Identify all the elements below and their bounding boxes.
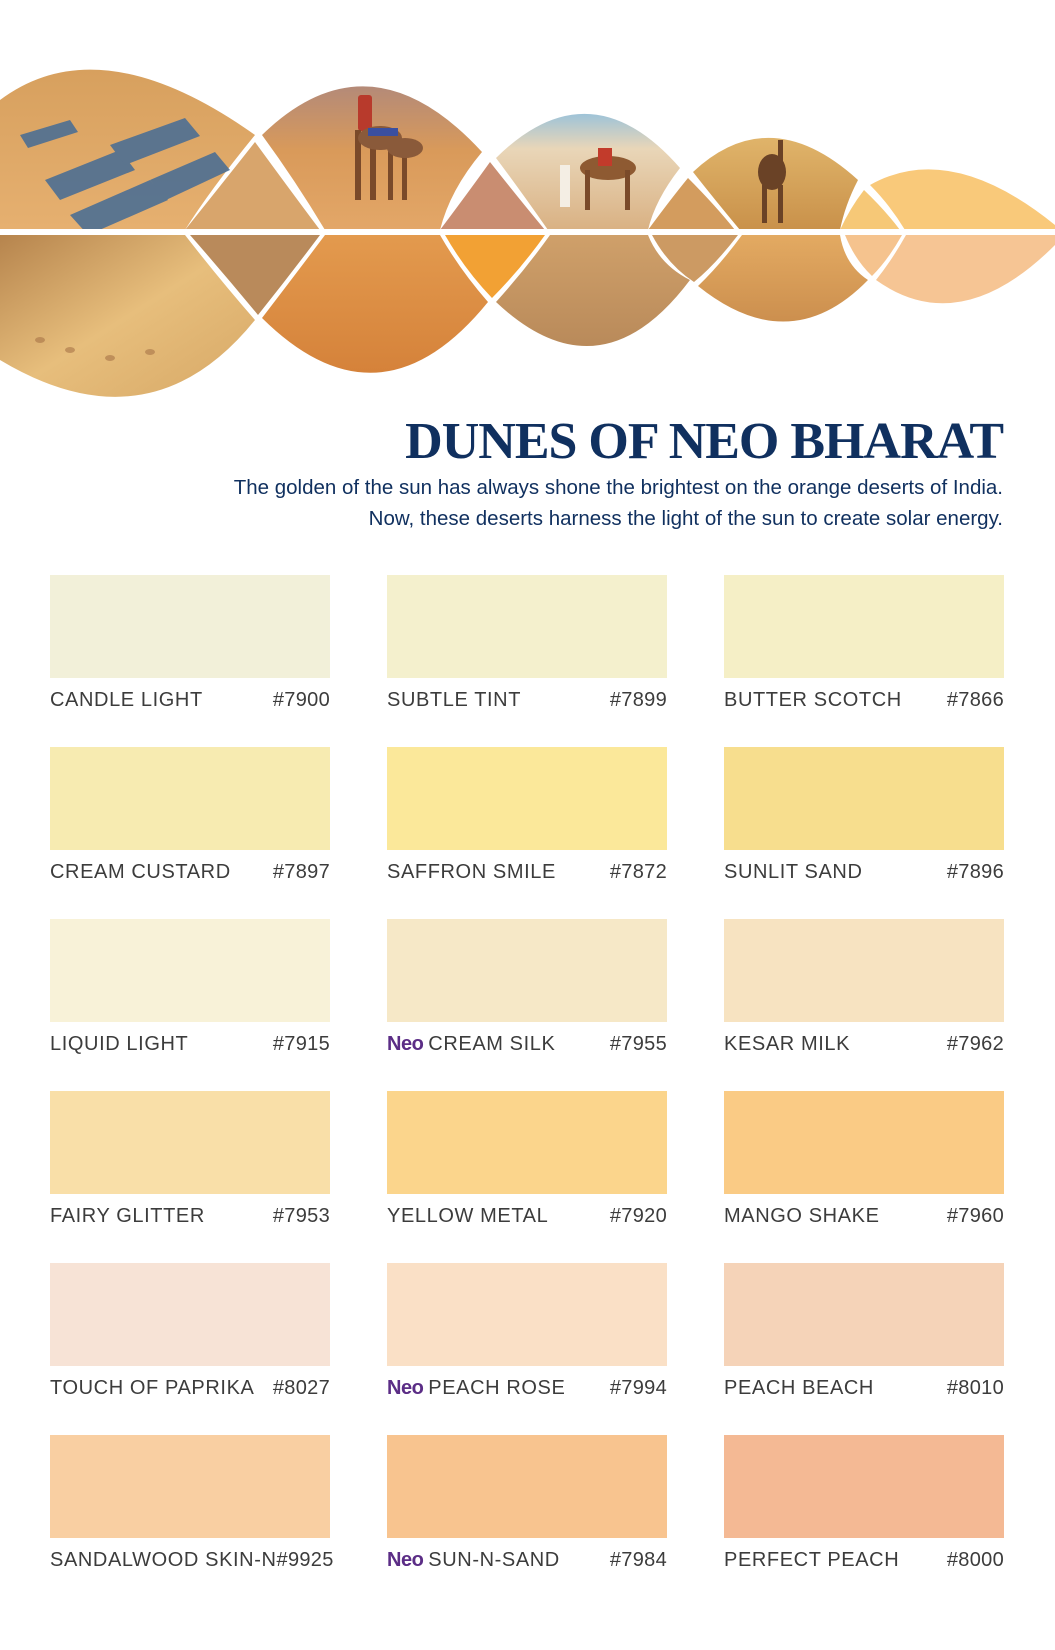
swatch-perfect-peach <box>724 1435 1004 1592</box>
color-chip <box>724 1091 1004 1194</box>
color-chip <box>50 1263 330 1366</box>
swatch-butter-scotch <box>724 575 1004 732</box>
swatch-code: #7962 <box>946 1033 1004 1055</box>
swatch-name <box>50 1377 254 1400</box>
swatch-sunlit-sand <box>724 747 1004 904</box>
swatch-name-text: MANGO SHAKE <box>724 1205 880 1227</box>
swatch-code: #7872 <box>609 861 667 883</box>
swatch-name-text: SUN-N-SAND <box>428 1549 560 1571</box>
swatch-name <box>50 1549 277 1572</box>
swatch-sun-n-sand <box>387 1435 667 1592</box>
swatch-name-text: CREAM SILK <box>428 1033 556 1055</box>
swatch-label <box>387 1549 667 1572</box>
swatch-label <box>724 689 1004 712</box>
swatch-code: #7866 <box>946 689 1004 711</box>
swatch-name-text: SAFFRON SMILE <box>387 861 556 883</box>
color-chip <box>724 1263 1004 1366</box>
swatch-liquid-light <box>50 919 330 1076</box>
swatch-label <box>50 1549 334 1572</box>
swatch-sandalwood-skin <box>50 1435 334 1592</box>
swatch-name-text: SANDALWOOD SKIN-N <box>50 1549 277 1571</box>
swatch-name-text: SUNLIT SAND <box>724 861 863 883</box>
swatch-name-text: PEACH BEACH <box>724 1377 874 1399</box>
swatch-label <box>724 861 1004 884</box>
color-chip <box>387 1091 667 1194</box>
color-chip <box>387 575 667 678</box>
swatch-label <box>724 1205 1004 1228</box>
intro-line-2: Now, these deserts harness the light of the sun to create solar energy. <box>368 507 1003 530</box>
swatch-name-text: YELLOW METAL <box>387 1205 549 1227</box>
swatch-code: #7994 <box>609 1377 667 1399</box>
swatch-code: #9925 <box>276 1549 334 1571</box>
swatch-subtle-tint <box>387 575 667 732</box>
neo-prefix: Neo <box>387 1377 424 1399</box>
swatch-code: #7960 <box>946 1205 1004 1227</box>
color-chip <box>50 575 330 678</box>
swatch-label <box>50 1033 330 1056</box>
page-title: DUNES OF NEO BHARAT <box>405 413 1003 470</box>
collage-divider <box>0 229 1055 235</box>
swatch-code: #7897 <box>272 861 330 883</box>
swatch-label <box>50 861 330 884</box>
color-chip <box>724 575 1004 678</box>
neo-prefix: Neo <box>387 1033 424 1055</box>
swatch-code: #8027 <box>272 1377 330 1399</box>
swatch-name <box>50 1205 205 1228</box>
swatch-label <box>724 1549 1004 1572</box>
swatch-code: #7984 <box>609 1549 667 1571</box>
swatch-name-text: SUBTLE TINT <box>387 689 522 711</box>
swatch-name <box>387 1205 548 1228</box>
swatch-name <box>724 861 863 884</box>
peach-leaf <box>876 235 1055 303</box>
swatch-label <box>387 861 667 884</box>
swatch-name <box>387 1033 555 1056</box>
yellow-leaf <box>870 169 1055 230</box>
swatch-name-text: PERFECT PEACH <box>724 1549 900 1571</box>
swatch-label <box>724 1033 1004 1056</box>
swatch-name <box>724 1377 874 1400</box>
desert-collage-banner <box>0 40 1055 430</box>
color-chip <box>387 1435 667 1538</box>
swatch-name-text: CREAM CUSTARD <box>50 861 231 883</box>
swatch-name-text: PEACH ROSE <box>428 1377 566 1399</box>
swatch-label <box>50 689 330 712</box>
swatch-name <box>724 1205 880 1228</box>
color-chip <box>724 919 1004 1022</box>
swatch-fairy-glitter <box>50 1091 330 1248</box>
swatch-name <box>387 689 521 712</box>
swatch-name <box>724 1549 899 1572</box>
swatch-code: #7896 <box>946 861 1004 883</box>
color-chip <box>724 1435 1004 1538</box>
swatch-name <box>50 689 203 712</box>
swatch-code: #8010 <box>946 1377 1004 1399</box>
swatch-kesar-milk <box>724 919 1004 1076</box>
color-chip <box>387 747 667 850</box>
intro-line-1: The golden of the sun has always shone the brightest on the orange deserts of India. <box>233 476 1003 499</box>
color-chip <box>50 1435 330 1538</box>
swatch-code: #8000 <box>946 1549 1004 1571</box>
swatch-mango-shake <box>724 1091 1004 1248</box>
swatch-label <box>50 1377 330 1400</box>
swatch-label <box>724 1377 1004 1400</box>
swatch-label <box>387 689 667 712</box>
color-chip <box>50 1091 330 1194</box>
swatch-label <box>50 1205 330 1228</box>
swatch-name-text: LIQUID LIGHT <box>50 1033 189 1055</box>
swatch-code: #7920 <box>609 1205 667 1227</box>
color-chip <box>387 919 667 1022</box>
swatch-name-text: CANDLE LIGHT <box>50 689 203 711</box>
swatch-yellow-metal <box>387 1091 667 1248</box>
swatch-name <box>387 1549 560 1572</box>
swatch-name <box>724 1033 850 1056</box>
swatch-code: #7900 <box>272 689 330 711</box>
swatch-name-text: BUTTER SCOTCH <box>724 689 902 711</box>
swatch-name <box>387 1377 565 1400</box>
color-chip <box>50 919 330 1022</box>
color-swatch-grid <box>50 575 1003 1592</box>
swatch-code: #7915 <box>272 1033 330 1055</box>
neo-prefix: Neo <box>387 1549 424 1571</box>
swatch-name <box>387 861 556 884</box>
swatch-candle-light <box>50 575 330 732</box>
swatch-name-text: FAIRY GLITTER <box>50 1205 205 1227</box>
swatch-label <box>387 1205 667 1228</box>
swatch-name-text: KESAR MILK <box>724 1033 851 1055</box>
swatch-cream-silk <box>387 919 667 1076</box>
color-chip <box>387 1263 667 1366</box>
swatch-label <box>387 1377 667 1400</box>
intro-text <box>234 472 1003 534</box>
swatch-code: #7953 <box>272 1205 330 1227</box>
swatch-peach-beach <box>724 1263 1004 1420</box>
color-chip <box>724 747 1004 850</box>
swatch-cream-custard <box>50 747 330 904</box>
color-chip <box>50 747 330 850</box>
swatch-touch-of-paprika <box>50 1263 330 1420</box>
swatch-code: #7899 <box>609 689 667 711</box>
swatch-peach-rose <box>387 1263 667 1420</box>
swatch-code: #7955 <box>609 1033 667 1055</box>
swatch-name-text: TOUCH OF PAPRIKA <box>50 1377 255 1399</box>
swatch-saffron-smile <box>387 747 667 904</box>
swatch-name <box>724 689 902 712</box>
swatch-name <box>50 1033 188 1056</box>
swatch-label <box>387 1033 667 1056</box>
swatch-name <box>50 861 231 884</box>
